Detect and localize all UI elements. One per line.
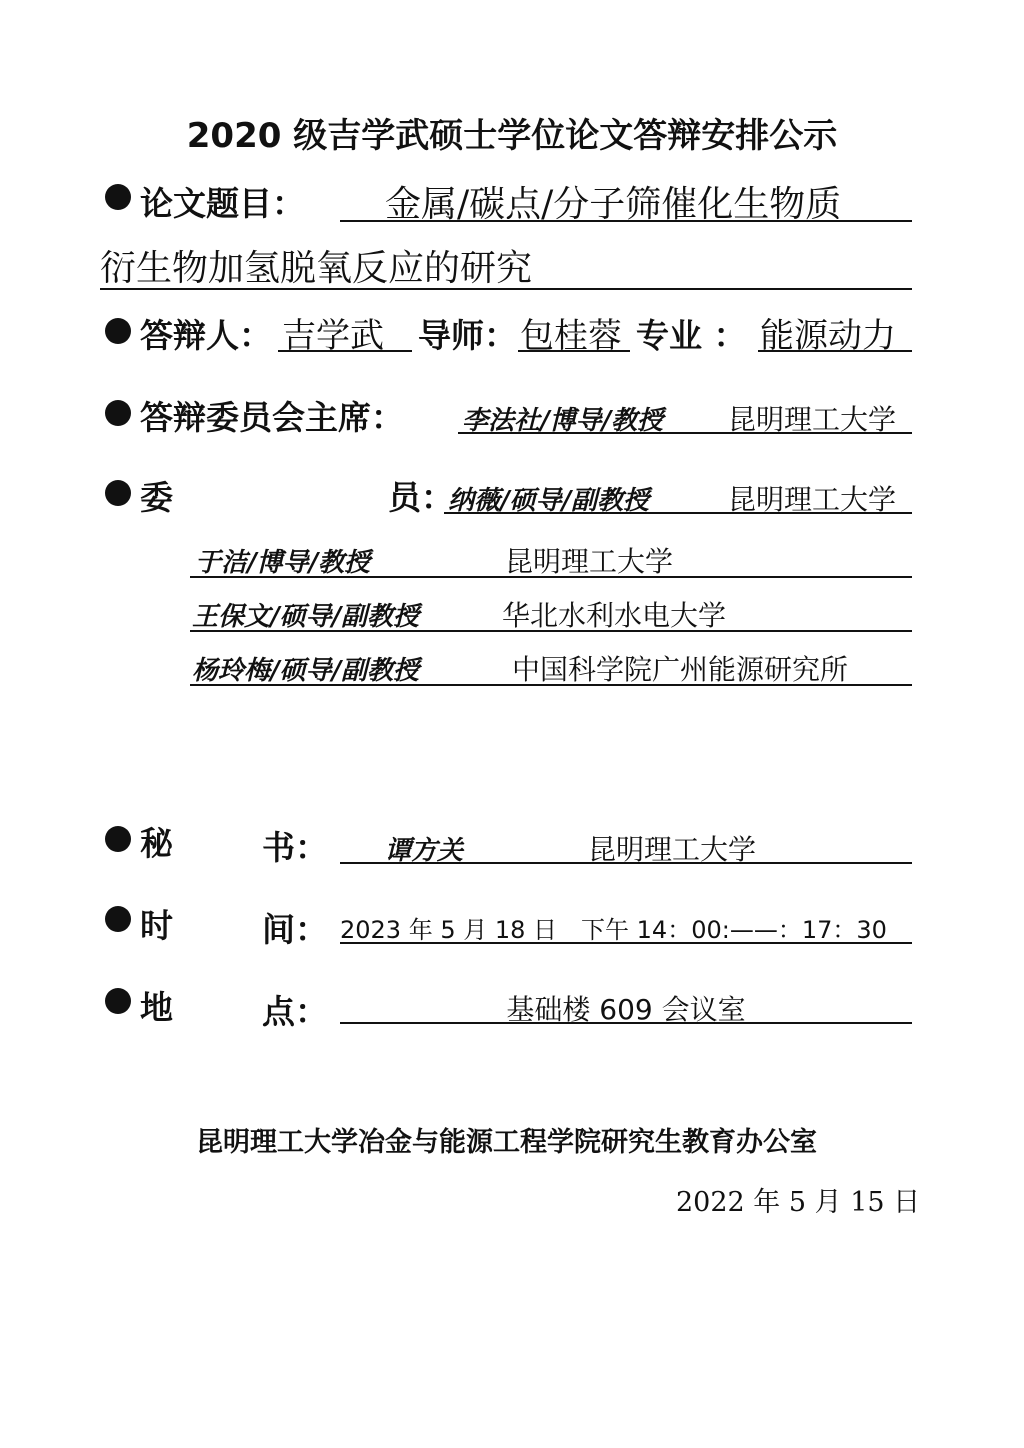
time-label-part1: 时 [140,906,173,945]
location-label-part1: 地 [140,988,173,1027]
time-value: 2023 年 5 月 18 日 下午 14：00:——：17：30 [340,916,887,944]
thesis-title-line2: 衍生物加氢脱氧反应的研究 [100,248,533,289]
secretary-institution: 昆明理工大学 [588,833,757,866]
bullet-icon [105,184,131,210]
member-institution: 华北水利水电大学 [502,599,727,632]
chair-institution: 昆明理工大学 [728,403,897,436]
bullet-icon [105,826,131,852]
chair-name: 李法社/博导/教授 [462,406,663,436]
underline [340,1022,912,1024]
secretary-name: 谭方关 [385,836,464,866]
member-institution: 昆明理工大学 [505,545,674,578]
location-label-part2: 点： [262,992,328,1031]
bullet-icon [105,906,131,932]
major-label: 专业 ： [636,316,747,355]
member-name: 于洁/博导/教授 [195,548,370,578]
bullet-icon [105,400,131,426]
member-name: 杨玲梅/硕导/副教授 [192,656,419,686]
underline [758,350,912,352]
thesis-label: 论文题目： [140,184,305,223]
underline [340,220,912,222]
underline [190,684,912,686]
major-value: 能源动力 [760,316,896,356]
underline [444,512,912,514]
secretary-label-part2: 书： [262,828,328,867]
time-label-part2: 间： [262,910,328,949]
advisor-name: 包桂蓉 [520,316,622,356]
secretary-label-part1: 秘 [140,824,173,863]
defender-name: 吉学武 [282,316,384,356]
underline [518,350,630,352]
underline [190,576,912,578]
defender-label: 答辩人： [140,316,272,355]
advisor-label: 导师： [418,316,517,355]
member-name: 纳薇/硕导/副教授 [448,486,649,516]
thesis-title-line1: 金属/碳点/分子筛催化生物质 [385,184,842,225]
page-title: 2020 级吉学武硕士学位论文答辩安排公示 [186,116,838,156]
underline [340,862,912,864]
chair-label: 答辩委员会主席： [140,398,404,437]
issue-date: 2022 年 5 月 15 日 [676,1187,921,1218]
location-value: 基础楼 609 会议室 [506,993,746,1026]
members-label-part1: 委 [140,478,173,517]
member-institution: 昆明理工大学 [728,483,897,516]
underline [458,432,912,434]
member-institution: 中国科学院广州能源研究所 [512,653,849,686]
bullet-icon [105,480,131,506]
bullet-icon [105,988,131,1014]
underline [278,350,412,352]
underline [100,288,912,290]
underline [340,942,912,944]
bullet-icon [105,318,131,344]
members-label-part2: 员： [388,478,454,517]
member-name: 王保文/硕导/副教授 [192,602,419,632]
underline [190,630,912,632]
issuing-office: 昆明理工大学冶金与能源工程学院研究生教育办公室 [196,1127,817,1158]
